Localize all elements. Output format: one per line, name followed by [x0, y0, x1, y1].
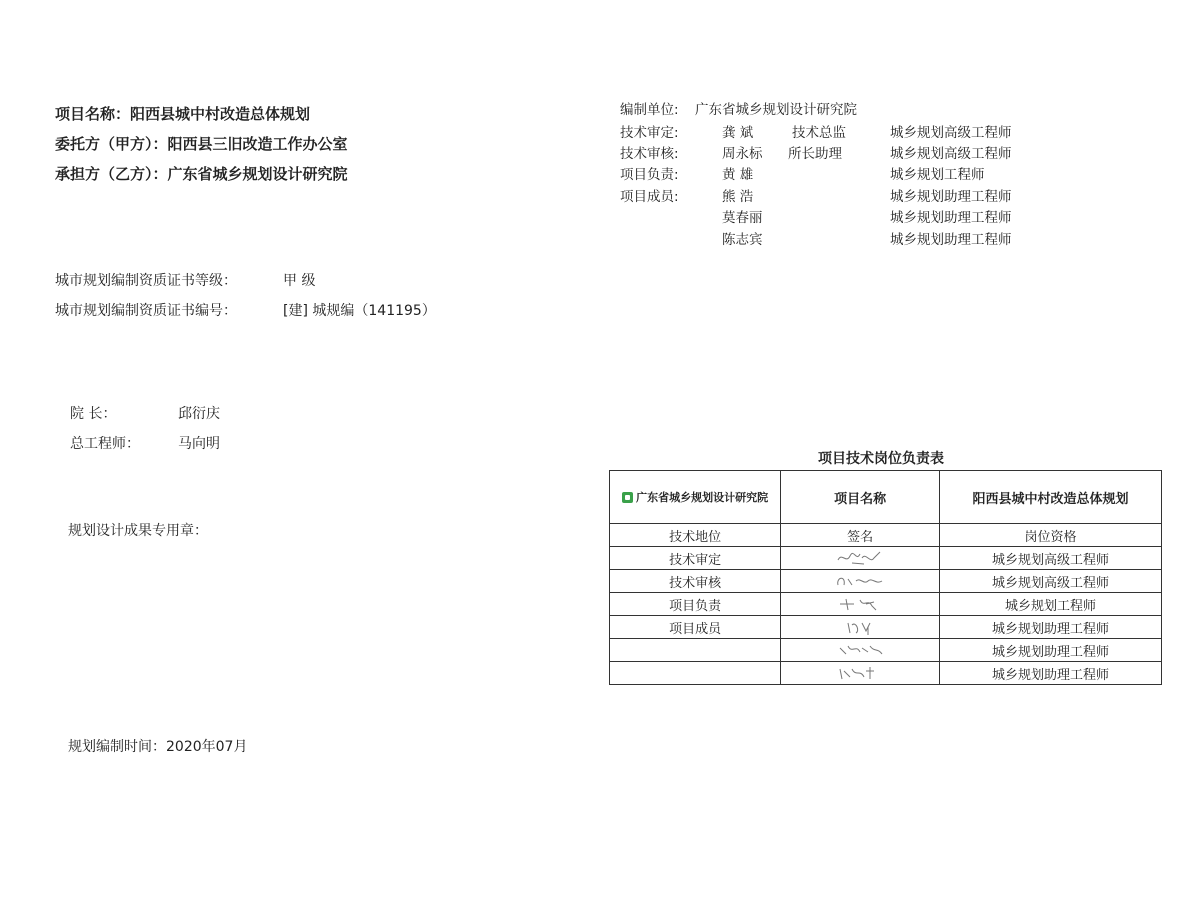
logo-cell [610, 471, 781, 524]
signature-cell [781, 547, 940, 570]
project-name-value: 阳西县城中村改造总体规划 [939, 471, 1161, 524]
position-cell: 技术审核 [610, 570, 781, 593]
credit-title: 城乡规划助理工程师 [890, 189, 1012, 205]
handwritten-signature-icon [830, 571, 890, 591]
table-row [610, 616, 1162, 639]
column-header: 岗位资格 [939, 524, 1161, 547]
table-header-row [610, 471, 1162, 524]
handwritten-signature-icon [830, 663, 890, 683]
credit-role: 项目负责: [620, 167, 679, 183]
president-name: 邱衍庆 [178, 406, 220, 422]
president-label: 院 长： [70, 406, 117, 422]
credit-position: 所长助理 [788, 146, 842, 162]
table-row [610, 547, 1162, 570]
credit-row [620, 163, 1120, 181]
signature-cell [781, 662, 940, 685]
compiler-unit-row [620, 98, 1120, 116]
position-cell [610, 662, 781, 685]
credit-row [620, 206, 1120, 224]
credit-row [620, 121, 1120, 139]
title-cell: 城乡规划高级工程师 [939, 547, 1161, 570]
title-cell: 城乡规划助理工程师 [939, 639, 1161, 662]
title-cell: 城乡规划工程师 [939, 593, 1161, 616]
credit-title: 城乡规划高级工程师 [890, 146, 1012, 162]
institute-logo-icon [622, 492, 633, 503]
title-cell: 城乡规划高级工程师 [939, 570, 1161, 593]
position-cell: 项目负责 [610, 593, 781, 616]
responsibility-table [609, 470, 1162, 685]
signature-cell [781, 616, 940, 639]
certificate-grade-label: 城市规划编制资质证书等级： [55, 273, 237, 289]
responsibility-table-title: 项目技术岗位负责表 [818, 451, 944, 467]
date-line: 规划编制时间：2020年07月 [68, 739, 248, 755]
credit-name: 陈志宾 [722, 232, 763, 248]
column-header: 签名 [781, 524, 940, 547]
project-name-header: 项目名称 [781, 471, 940, 524]
handwritten-signature-icon [830, 640, 890, 660]
table-column-header-row [610, 524, 1162, 547]
handwritten-signature-icon [830, 548, 890, 568]
title-cell: 城乡规划助理工程师 [939, 616, 1161, 639]
chief-engineer-name: 马向明 [178, 436, 220, 452]
credit-name: 黄 雄 [722, 167, 754, 183]
credit-role: 技术审核: [620, 146, 679, 162]
credit-role: 技术审定: [620, 125, 679, 141]
credit-title: 城乡规划助理工程师 [890, 232, 1012, 248]
credit-role: 项目成员: [620, 189, 679, 205]
credit-position: 技术总监 [792, 125, 846, 141]
credit-row [620, 185, 1120, 203]
column-header: 技术地位 [610, 524, 781, 547]
certificate-number-label: 城市规划编制资质证书编号： [55, 303, 237, 319]
signature-cell [781, 639, 940, 662]
credit-title: 城乡规划工程师 [890, 167, 985, 183]
credit-name: 周永标 [722, 146, 763, 162]
position-cell: 项目成员 [610, 616, 781, 639]
table-row [610, 570, 1162, 593]
compiler-unit-value: 广东省城乡规划设计研究院 [695, 102, 857, 118]
client-line: 委托方（甲方）：阳西县三旧改造工作办公室 [55, 135, 348, 153]
certificate-grade-value: 甲 级 [283, 273, 316, 289]
logo-text: 广东省城乡规划设计研究院 [636, 491, 769, 504]
certificate-number-value: [建] 城规编（141195） [283, 303, 436, 319]
title-cell: 城乡规划助理工程师 [939, 662, 1161, 685]
signature-cell [781, 593, 940, 616]
credit-row [620, 228, 1120, 246]
handwritten-signature-icon [830, 594, 890, 614]
project-name-line: 项目名称：阳西县城中村改造总体规划 [55, 105, 311, 123]
signature-cell [781, 570, 940, 593]
position-cell [610, 639, 781, 662]
table-row [610, 639, 1162, 662]
credit-title: 城乡规划高级工程师 [890, 125, 1012, 141]
credit-name: 莫春丽 [722, 210, 763, 226]
credit-row [620, 142, 1120, 160]
handwritten-signature-icon [830, 617, 890, 637]
credit-name: 熊 浩 [722, 189, 754, 205]
contractor-line: 承担方（乙方）：广东省城乡规划设计研究院 [55, 165, 348, 183]
seal-label: 规划设计成果专用章： [68, 523, 208, 539]
credit-name: 龚 斌 [722, 125, 754, 141]
position-cell: 技术审定 [610, 547, 781, 570]
table-row [610, 662, 1162, 685]
chief-engineer-label: 总工程师： [70, 436, 140, 452]
credit-title: 城乡规划助理工程师 [890, 210, 1012, 226]
compiler-unit-label: 编制单位: [620, 102, 679, 118]
table-row [610, 593, 1162, 616]
